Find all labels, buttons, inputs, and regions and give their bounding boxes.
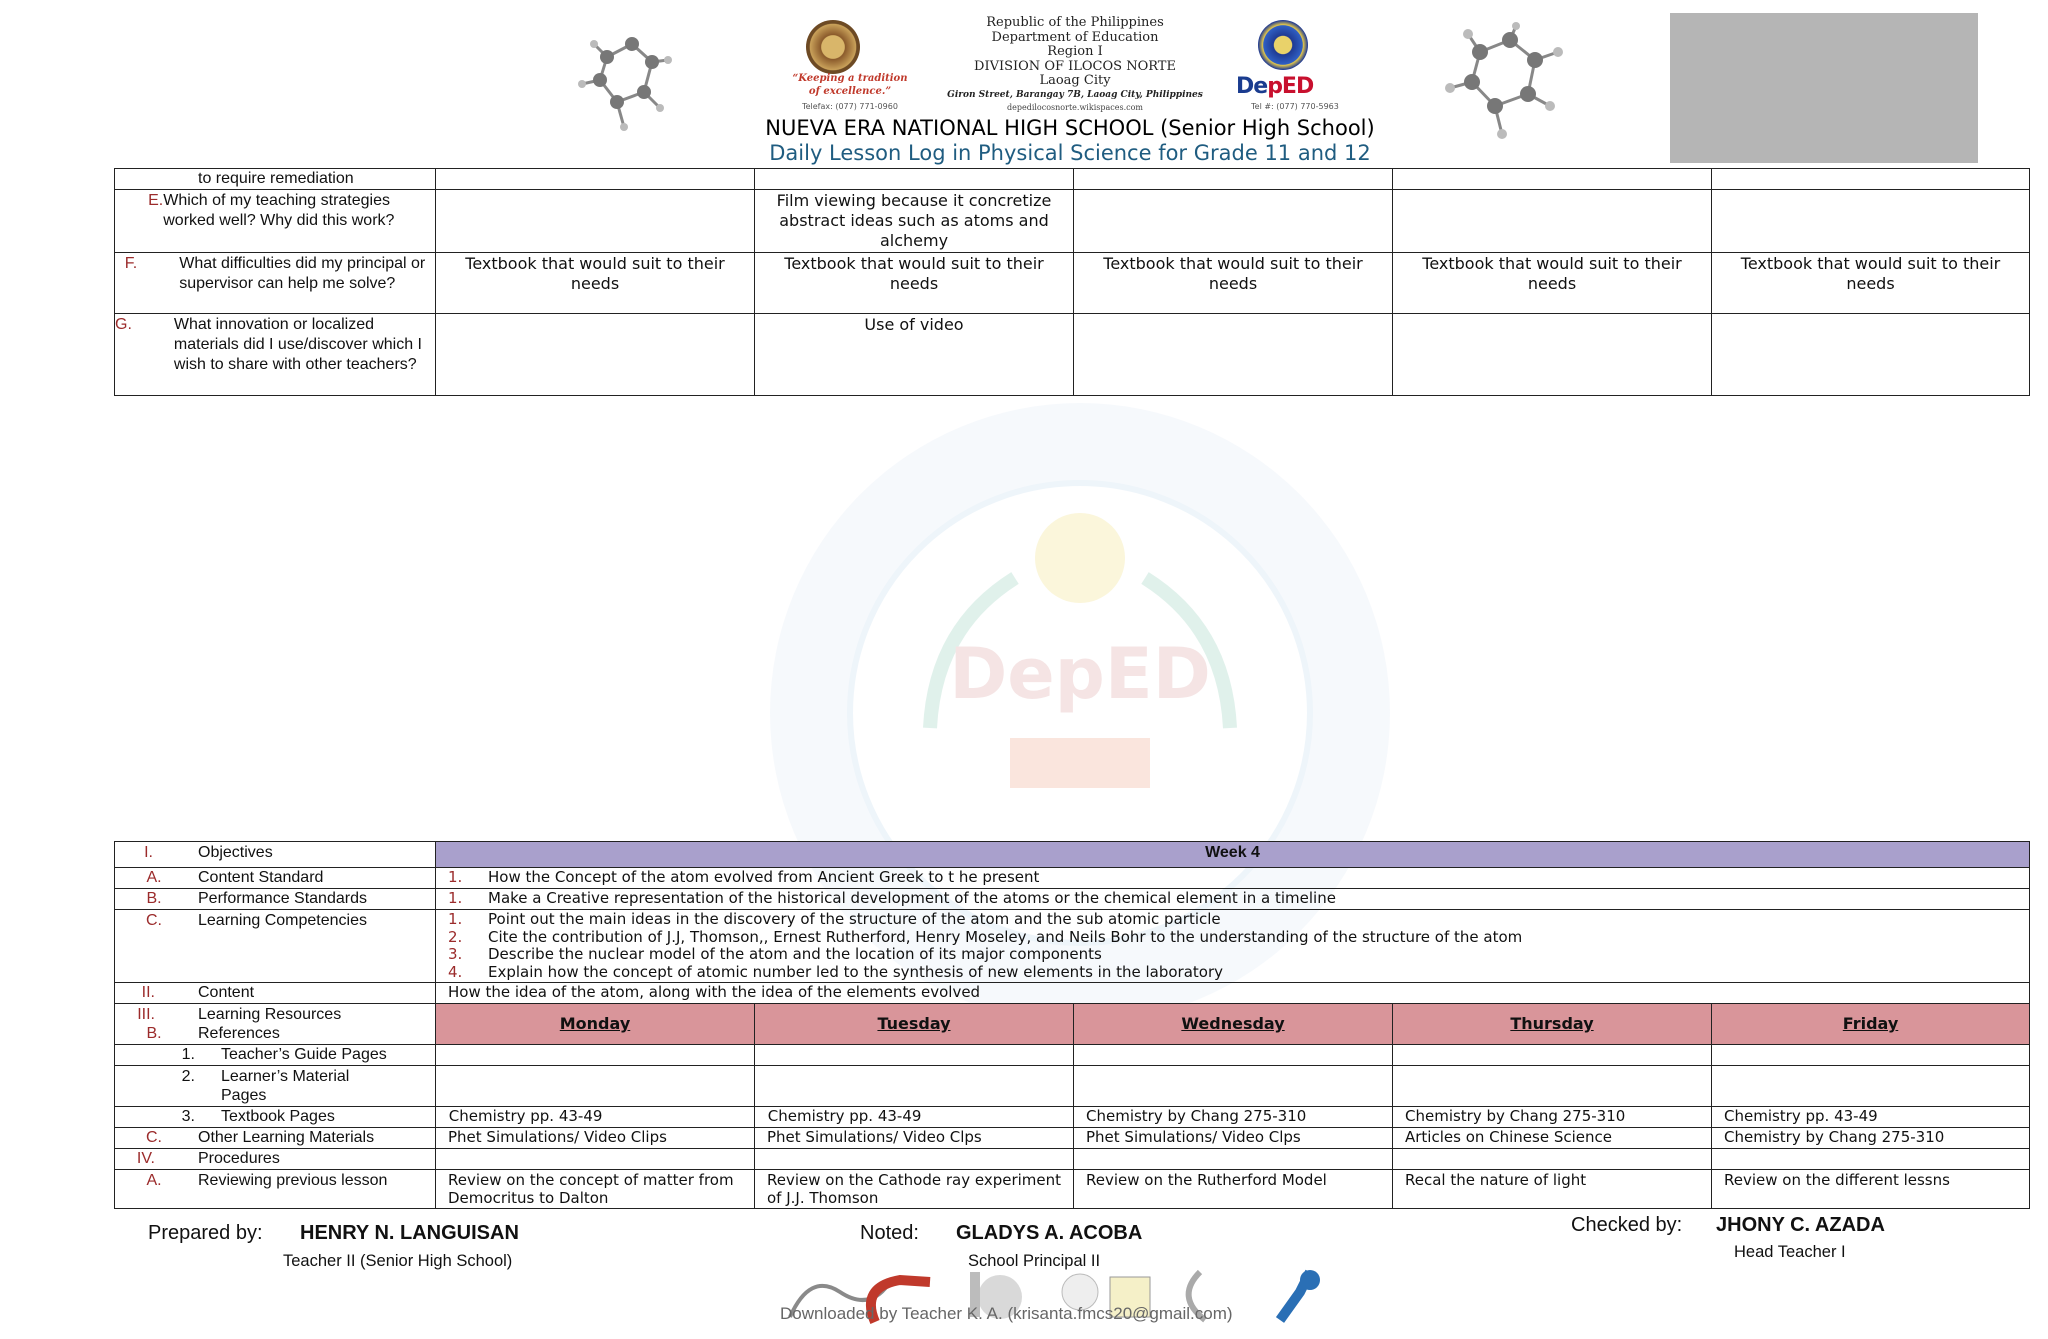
org-header	[930, 16, 1220, 113]
org-line-1: Republic of the Philippines	[986, 15, 1164, 30]
table-cell: Chemistry by Chang 275-310	[1074, 1107, 1393, 1128]
row-label	[115, 169, 436, 190]
row-marker: IV.	[136, 1150, 155, 1167]
table-row	[115, 910, 2030, 983]
school-title: NUEVA ERA NATIONAL HIGH SCHOOL (Senior High School)	[765, 116, 1375, 140]
week-header: Week 4	[436, 842, 2030, 868]
lesson-log-subtitle: Daily Lesson Log in Physical Science for Grade 11 and 12	[769, 141, 1371, 165]
table-cell: Chemistry pp. 43-49	[755, 1107, 1074, 1128]
row-label-text: Content	[198, 984, 255, 1001]
motto-line-1: “Keeping a tradition	[792, 73, 908, 84]
table-cell: Review on the concept of matter from Democritus to Dalton	[436, 1170, 755, 1209]
list-text: Cite the contribution of J.J, Thomson,, Ernest Rutherford, Henry Moseley, and Neils Bohr to the understanding of the structure of the atom	[488, 927, 1523, 946]
performance-standard-cell	[436, 889, 2030, 910]
row-label	[115, 910, 436, 983]
list-number: 3.	[448, 945, 463, 963]
row-marker: C.	[146, 912, 162, 929]
table-cell	[755, 1066, 1074, 1107]
table-cell: Chemistry by Chang 275-310	[1393, 1107, 1712, 1128]
row-label	[115, 190, 436, 253]
table-cell	[1074, 190, 1393, 253]
day-header-wednesday: Wednesday	[1074, 1004, 1393, 1045]
checked-by-role: Head Teacher I	[1734, 1243, 1846, 1261]
table-cell: Review on the Cathode ray experiment of J.J. Thomson	[755, 1170, 1074, 1209]
row-marker: 2.	[181, 1068, 195, 1085]
table-cell	[1393, 1045, 1712, 1066]
table-cell	[436, 1045, 755, 1066]
table-row	[115, 253, 2030, 314]
deped-logo-left: De	[1236, 74, 1268, 99]
table-cell: Use of video	[755, 314, 1074, 396]
row-label	[115, 868, 436, 889]
list-item	[448, 890, 2026, 908]
table-cell	[1393, 1066, 1712, 1107]
table-cell: Articles on Chinese Science	[1393, 1128, 1712, 1149]
table-cell	[1074, 1045, 1393, 1066]
row-marker: III.	[137, 1006, 155, 1023]
row-marker: A.	[146, 1172, 162, 1189]
lesson-plan-table	[114, 841, 2030, 1209]
table-row	[115, 1107, 2030, 1128]
row-label	[115, 1170, 436, 1209]
checked-by-label: Checked by:	[1571, 1214, 1683, 1236]
table-cell	[436, 314, 755, 396]
list-text: Point out the main ideas in the discovery of the structure of the atom and the sub atomic particle	[488, 910, 1221, 928]
table-cell: Textbook that would suit to their needs	[1712, 253, 2030, 314]
table-cell: Recal the nature of light	[1393, 1170, 1712, 1209]
table-cell	[1393, 190, 1712, 253]
table-row	[115, 1004, 2030, 1045]
telefax-text: Telefax: (077) 771-0960	[802, 102, 898, 111]
list-item	[448, 929, 2026, 947]
row-marker: 1.	[181, 1046, 195, 1063]
row-label-text: Textbook Pages	[221, 1108, 335, 1125]
row-label	[115, 1149, 436, 1170]
org-line-5: Laoag City	[1039, 73, 1111, 88]
row-label	[115, 889, 436, 910]
list-text: Describe the nuclear model of the atom and the location of its major components	[488, 945, 1102, 963]
day-header-monday: Monday	[436, 1004, 755, 1045]
row-label-text: Learner’s Material Pages	[221, 1068, 350, 1104]
row-label-text: Objectives	[198, 844, 273, 861]
row-label-text: Learning Resources	[198, 1006, 342, 1023]
prepared-by-role: Teacher II (Senior High School)	[283, 1252, 513, 1270]
row-marker: C.	[146, 1129, 162, 1146]
noted-label: Noted:	[860, 1222, 919, 1244]
download-note: Downloaded by Teacher K. A. (krisanta.fmcs20@gmail.com)	[780, 1304, 1233, 1323]
row-marker: A.	[146, 869, 162, 886]
row-label	[115, 1045, 436, 1066]
org-website: depedilocosnorte.wikispaces.com	[1006, 102, 1143, 112]
table-cell	[436, 190, 755, 253]
row-label-text: Which of my teaching strategies worked well? Why did this work?	[163, 192, 395, 229]
list-number: 2.	[448, 927, 463, 946]
list-item	[448, 964, 2026, 982]
row-label-text: Procedures	[198, 1150, 280, 1167]
row-label	[115, 253, 436, 314]
table-cell	[1712, 190, 2030, 253]
day-header-tuesday: Tuesday	[755, 1004, 1074, 1045]
table-row	[115, 889, 2030, 910]
table-cell	[1074, 1066, 1393, 1107]
division-seal-icon	[806, 20, 860, 74]
list-text: How the Concept of the atom evolved from Ancient Greek to t he present	[488, 868, 1040, 886]
row-marker: B.	[146, 890, 162, 907]
row-label-text: Learning Competencies	[198, 912, 367, 929]
list-number: 1.	[448, 889, 463, 907]
row-label	[115, 1128, 436, 1149]
row-label	[115, 314, 436, 396]
table-row	[115, 1170, 2030, 1209]
table-row	[115, 1128, 2030, 1149]
table-cell: Phet Simulations/ Video Clps	[755, 1128, 1074, 1149]
row-label	[115, 1107, 436, 1128]
org-address: Giron Street, Barangay 7B, Laoag City, Philippines	[947, 89, 1203, 100]
row-label-text: Other Learning Materials	[198, 1129, 375, 1146]
list-item	[448, 911, 2026, 929]
table-cell: Chemistry by Chang 275-310	[1712, 1128, 2030, 1149]
tel-text: Tel #: (077) 770-5963	[1251, 102, 1339, 111]
motto-line-2: of excellence.”	[808, 86, 892, 97]
svg-text:DepED: DepED	[949, 633, 1211, 715]
table-cell: Review on the different lessns	[1712, 1170, 2030, 1209]
table-cell: Chemistry pp. 43-49	[1712, 1107, 2030, 1128]
prepared-by-label: Prepared by:	[148, 1222, 263, 1244]
table-cell	[1074, 314, 1393, 396]
content-standard-cell	[436, 868, 2030, 889]
table-row	[115, 868, 2030, 889]
noted-role: School Principal II	[968, 1252, 1101, 1270]
row-label-text: Teacher’s Guide Pages	[221, 1046, 387, 1063]
table-row	[115, 169, 2030, 190]
table-cell: Film viewing because it concretize abstract ideas such as atoms and alchemy	[755, 190, 1074, 253]
learning-competencies-cell	[436, 910, 2030, 983]
day-header-thursday: Thursday	[1393, 1004, 1712, 1045]
row-marker: G.	[115, 316, 132, 333]
org-line-4: DIVISION OF ILOCOS NORTE	[974, 58, 1176, 74]
table-cell: Textbook that would suit to their needs	[755, 253, 1074, 314]
org-line-3: Region I	[1047, 44, 1103, 59]
table-cell: Phet Simulations/ Video Clips	[436, 1128, 755, 1149]
row-label	[115, 1004, 436, 1045]
table-cell: Chemistry pp. 43-49	[436, 1107, 755, 1128]
prepared-by-name: HENRY N. LANGUISAN	[300, 1222, 519, 1244]
table-row	[115, 983, 2030, 1004]
table-row	[115, 1045, 2030, 1066]
row-label	[115, 1066, 436, 1107]
row-marker: II.	[141, 984, 155, 1001]
objectives-label	[115, 842, 436, 868]
content-cell: How the idea of the atom, along with the idea of the elements evolved	[436, 983, 2030, 1004]
table-cell	[1393, 314, 1712, 396]
row-marker: E.	[148, 192, 164, 209]
table-cell	[1712, 1045, 2030, 1066]
table-cell	[1712, 1066, 2030, 1107]
deped-logo-right: pED	[1267, 74, 1314, 99]
row-label-text: What innovation or localized materials did I use/discover which I wish to share with other teachers?	[173, 316, 422, 373]
table-cell: Textbook that would suit to their needs	[1074, 253, 1393, 314]
deped-seal-icon	[1258, 20, 1308, 70]
row-marker: B.	[146, 1025, 162, 1042]
noted-name: GLADYS A. ACOBA	[956, 1222, 1143, 1244]
checked-by-name: JHONY C. AZADA	[1716, 1214, 1885, 1236]
row-marker: F.	[124, 255, 138, 272]
list-number: 1.	[448, 868, 463, 886]
table-cell	[1712, 314, 2030, 396]
list-item	[448, 869, 2026, 887]
list-number: 1.	[448, 910, 463, 928]
table-row	[115, 190, 2030, 253]
table-cell: Phet Simulations/ Video Clps	[1074, 1128, 1393, 1149]
row-label-text: Content Standard	[198, 869, 324, 886]
row-label-text: Reviewing previous lesson	[198, 1172, 388, 1189]
row-label	[115, 983, 436, 1004]
day-header-friday: Friday	[1712, 1004, 2030, 1045]
list-number: 4.	[448, 962, 463, 981]
table-row	[115, 314, 2030, 396]
table-cell	[436, 1066, 755, 1107]
row-label-text: References	[198, 1025, 280, 1042]
table-row	[115, 1066, 2030, 1107]
row-label-text: Performance Standards	[198, 890, 367, 907]
row-label-text: What difficulties did my principal or supervisor can help me solve?	[179, 255, 426, 292]
list-text: Make a Creative representation of the historical development of the atoms or the chemical element in a timeline	[488, 889, 1336, 907]
table-cell	[755, 1045, 1074, 1066]
table-cell: Textbook that would suit to their needs	[436, 253, 755, 314]
deped-logo	[1236, 74, 1313, 99]
row-label-text: to require remediation	[198, 170, 354, 187]
table-row	[115, 1149, 2030, 1170]
list-text: Explain how the concept of atomic number led to the synthesis of new elements in the laboratory	[488, 962, 1223, 981]
row-marker: I.	[144, 844, 153, 861]
reflection-table	[114, 168, 2030, 396]
table-cell: Review on the Rutherford Model	[1074, 1170, 1393, 1209]
list-item	[448, 946, 2026, 964]
table-cell: Textbook that would suit to their needs	[1393, 253, 1712, 314]
row-marker: 3.	[181, 1108, 195, 1125]
photo-placeholder	[1670, 13, 1978, 163]
table-row	[115, 842, 2030, 868]
org-line-2: Department of Education	[991, 29, 1159, 45]
